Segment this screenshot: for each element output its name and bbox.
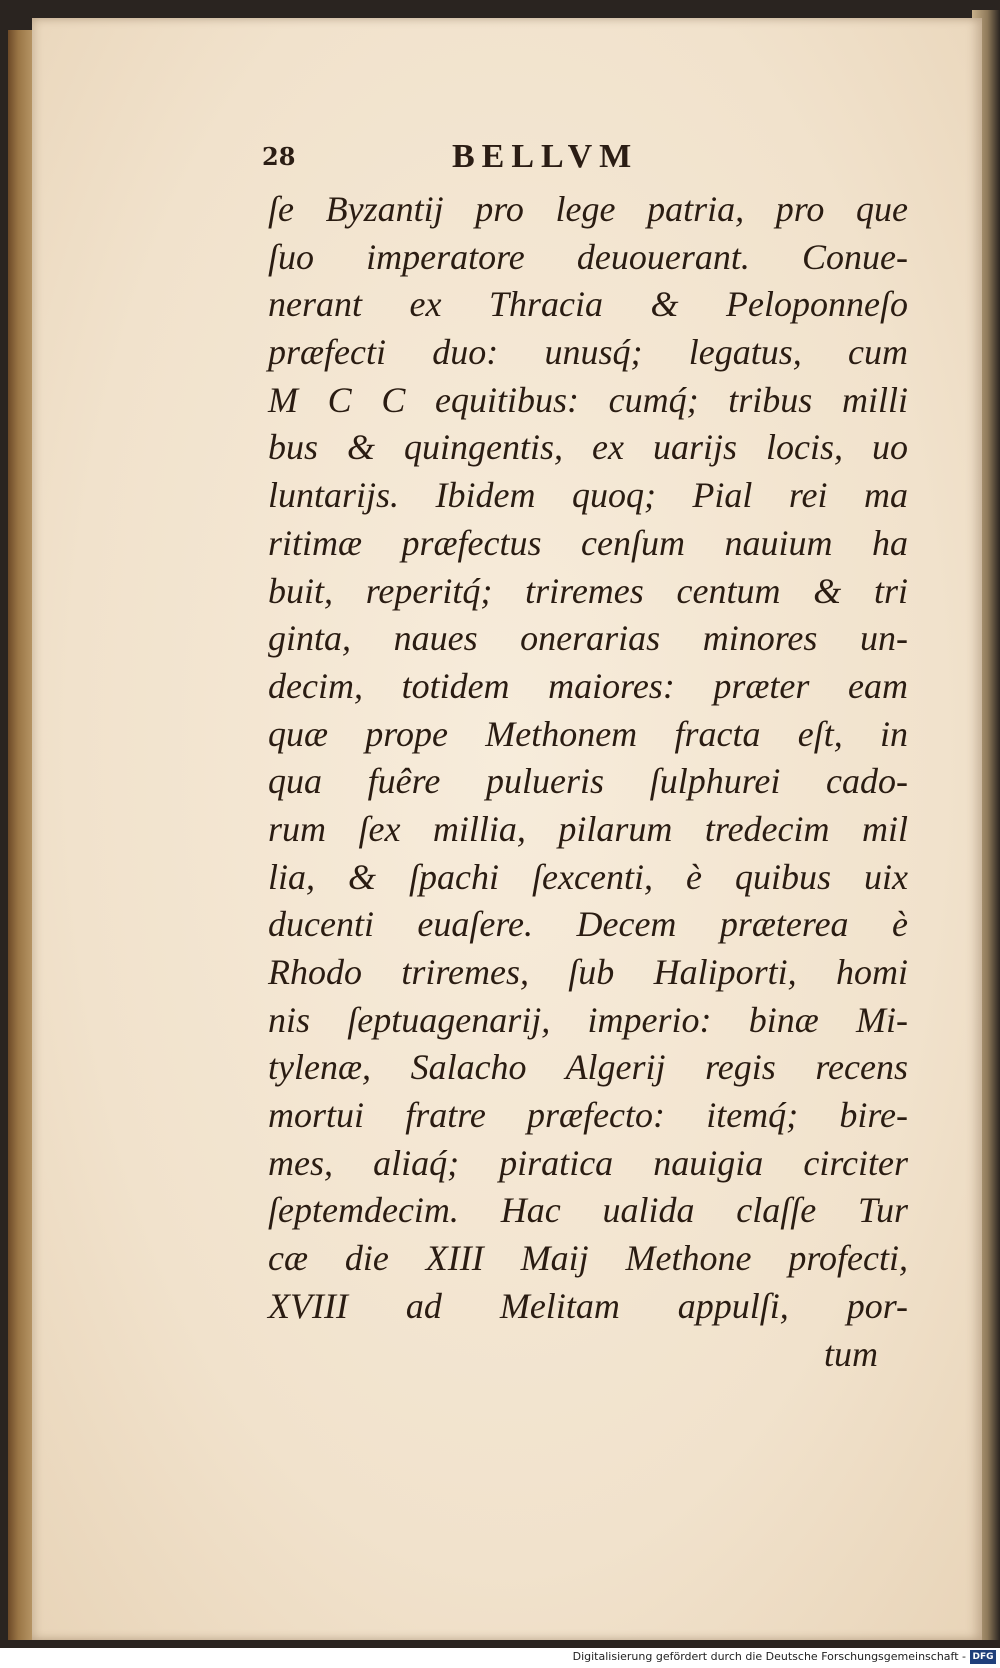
text-line: ginta, naues onerarias minores un- [268, 618, 908, 659]
text-line: luntarijs. Ibidem quoq; Pial rei ma [268, 475, 908, 516]
text-line: tylenæ, Salacho Algerij regis recens [268, 1047, 908, 1088]
text-line: rum ſex millia, pilarum tredecim mil [268, 808, 908, 849]
footer-bar [0, 1648, 1000, 1668]
text-line: mortui fratre præfecto: itemq́; bire- [268, 1095, 908, 1136]
text-line: mes, aliaq́; piratica nauigia circiter [268, 1142, 908, 1183]
book-cover-edge [8, 30, 34, 1640]
running-head [262, 138, 722, 178]
text-line: quæ prope Methonem fracta eſt, in [268, 713, 908, 754]
dfg-logo: DFG [970, 1650, 996, 1664]
text-line: lia, & ſpachi ſexcenti, è quibus uix [268, 856, 908, 897]
funding-credit: Digitalisierung gefördert durch die Deutsche Forschungsgemeinschaft - [572, 1650, 966, 1663]
text-block [268, 186, 908, 1378]
page-number: 28 [262, 142, 296, 171]
running-title: BELLVM [452, 138, 639, 175]
catchword: tum [824, 1333, 878, 1374]
text-line: qua fuêre pulueris ſulphurei cado- [268, 761, 908, 802]
text-line: nis ſeptuagenarij, imperio: binæ Mi- [268, 999, 908, 1040]
text-line: nerant ex Thracia & Peloponneſo [268, 284, 908, 325]
text-line: decim, totidem maiores: præter eam [268, 665, 908, 706]
text-line: ſeptemdecim. Hac ualida claſſe Tur [268, 1190, 908, 1231]
text-line: buit, reperitq́; triremes centum & tri [268, 570, 908, 611]
text-line: ritimæ præfectus cenſum nauium ha [268, 522, 908, 563]
text-line: M C C equitibus: cumq́; tribus milli [268, 379, 908, 420]
text-line: Rhodo triremes, ſub Haliporti, homi [268, 952, 908, 992]
text-line: ſuo imperatore deuouerant. Conue- [268, 236, 908, 277]
text-line: cæ die XIII Maij Methone profecti, [268, 1238, 908, 1279]
text-line: bus & quingentis, ex uarijs locis, uo [268, 427, 908, 468]
text-line: ſe Byzantij pro lege patria, pro que [268, 189, 908, 229]
text-line: XVIII ad Melitam appulſi, por- [268, 1285, 908, 1326]
text-line: præfecti duo: unusq́; legatus, cum [268, 332, 908, 373]
text-line: ducenti euaſere. Decem præterea è [268, 904, 908, 945]
